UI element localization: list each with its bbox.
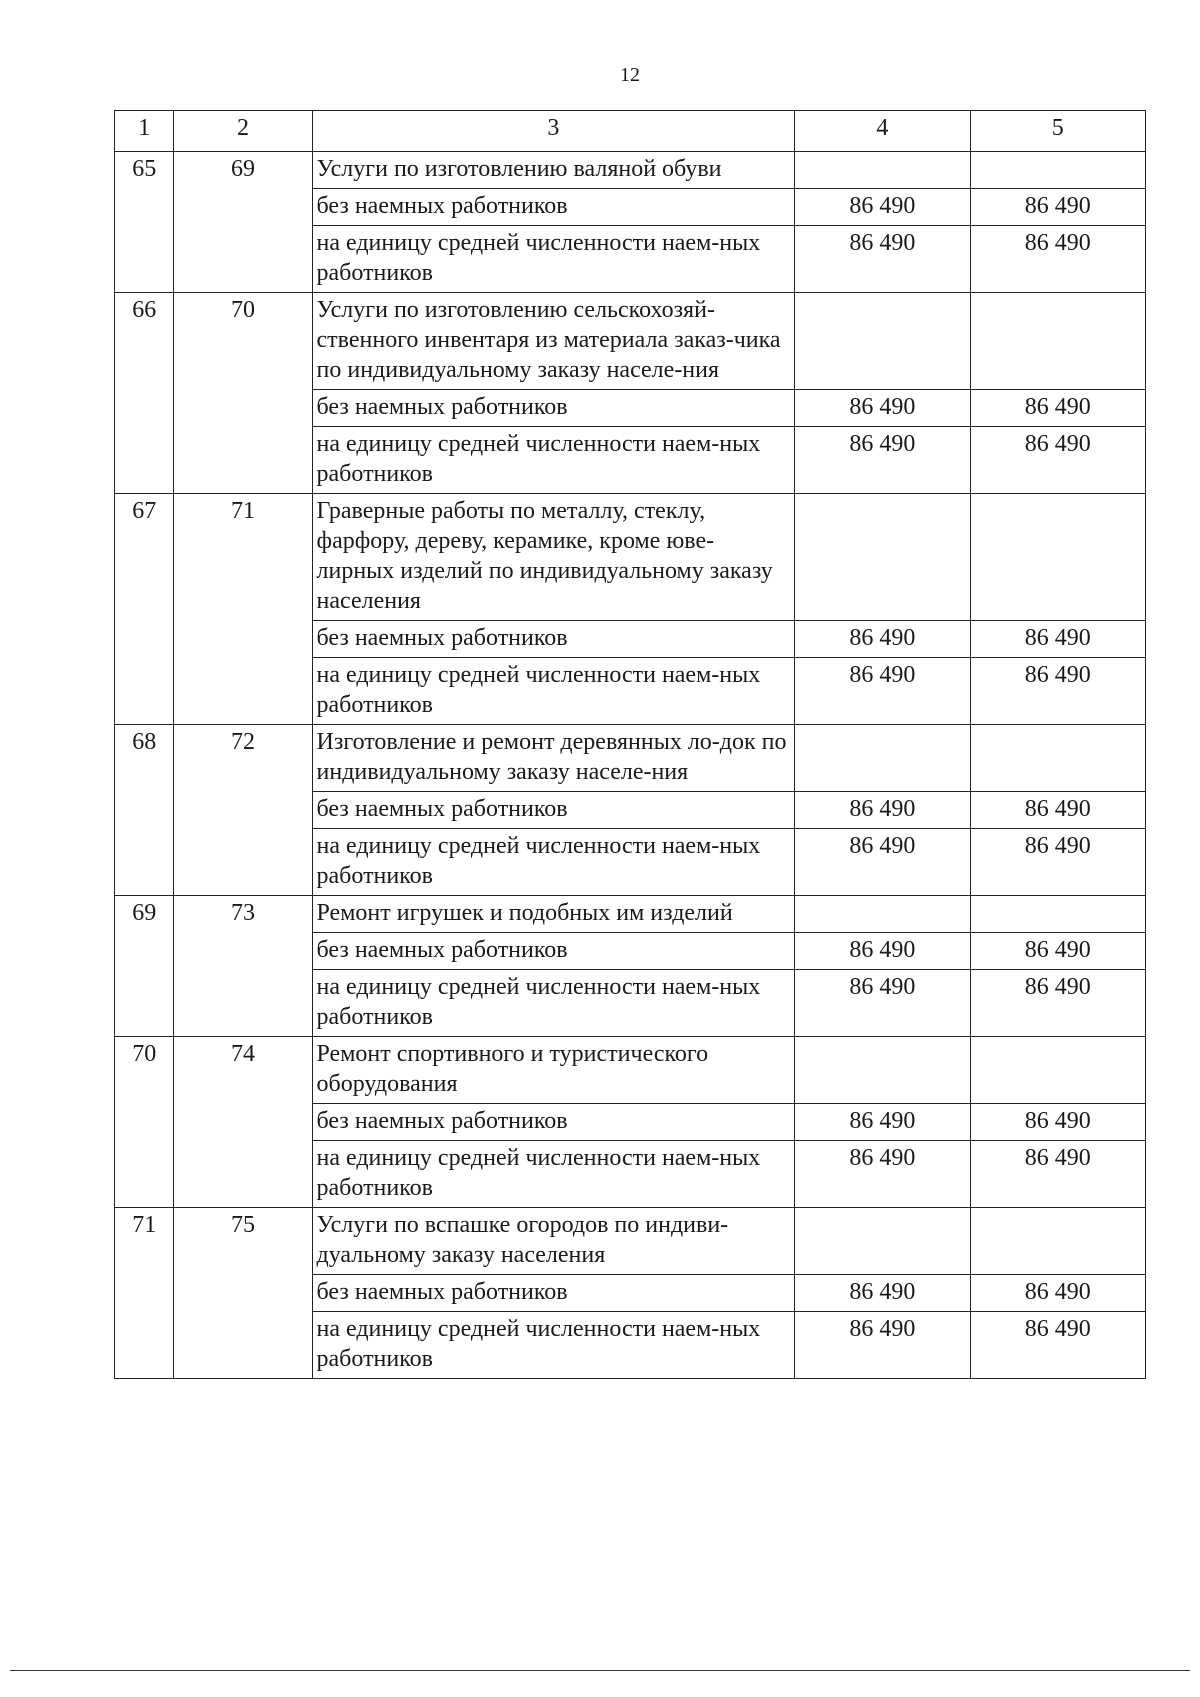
value-col-5-cell bbox=[970, 1208, 1145, 1275]
value-col-5-cell: 86 490 bbox=[970, 933, 1145, 970]
group-title-row bbox=[115, 152, 1146, 189]
service-title-cell: Ремонт спортивного и туристического оборудования bbox=[312, 1037, 795, 1104]
row-label-cell: на единицу средней численности наем-ных работников bbox=[312, 226, 795, 293]
value-col-4-cell bbox=[795, 896, 970, 933]
header-col-3: 3 bbox=[312, 111, 795, 152]
value-col-5-cell: 86 490 bbox=[970, 1141, 1145, 1208]
service-title-cell: Изготовление и ремонт деревянных ло-док по индивидуальному заказу населе-ния bbox=[312, 725, 795, 792]
row-number-cell: 65 bbox=[115, 152, 174, 293]
value-col-4-cell bbox=[795, 494, 970, 621]
group-title-row bbox=[115, 896, 1146, 933]
group-title-row bbox=[115, 1037, 1146, 1104]
header-col-4: 4 bbox=[795, 111, 970, 152]
page-number: 12 bbox=[620, 64, 640, 86]
value-col-4-cell: 86 490 bbox=[795, 226, 970, 293]
value-col-5-cell: 86 490 bbox=[970, 621, 1145, 658]
page-bottom-rule bbox=[10, 1670, 1190, 1671]
value-col-5-cell: 86 490 bbox=[970, 1312, 1145, 1379]
row-label-cell: без наемных работников bbox=[312, 1275, 795, 1312]
code-cell: 75 bbox=[174, 1208, 312, 1379]
row-label-cell: без наемных работников bbox=[312, 933, 795, 970]
row-number-cell: 70 bbox=[115, 1037, 174, 1208]
code-cell: 71 bbox=[174, 494, 312, 725]
row-label-cell: без наемных работников bbox=[312, 1104, 795, 1141]
row-number-cell: 71 bbox=[115, 1208, 174, 1379]
code-cell: 73 bbox=[174, 896, 312, 1037]
value-col-4-cell: 86 490 bbox=[795, 427, 970, 494]
row-label-cell: на единицу средней численности наем-ных работников bbox=[312, 829, 795, 896]
row-number-cell: 66 bbox=[115, 293, 174, 494]
row-number-cell: 69 bbox=[115, 896, 174, 1037]
header-col-5: 5 bbox=[970, 111, 1145, 152]
code-cell: 74 bbox=[174, 1037, 312, 1208]
value-col-5-cell bbox=[970, 494, 1145, 621]
value-col-4-cell bbox=[795, 152, 970, 189]
value-col-5-cell: 86 490 bbox=[970, 792, 1145, 829]
tariff-table-body bbox=[115, 111, 1146, 1379]
code-cell: 70 bbox=[174, 293, 312, 494]
tariff-table bbox=[114, 110, 1146, 1379]
value-col-5-cell: 86 490 bbox=[970, 390, 1145, 427]
group-title-row bbox=[115, 725, 1146, 792]
row-label-cell: на единицу средней численности наем-ных работников bbox=[312, 658, 795, 725]
value-col-4-cell: 86 490 bbox=[795, 1312, 970, 1379]
value-col-5-cell: 86 490 bbox=[970, 427, 1145, 494]
value-col-5-cell bbox=[970, 152, 1145, 189]
value-col-4-cell: 86 490 bbox=[795, 829, 970, 896]
code-cell: 72 bbox=[174, 725, 312, 896]
row-label-cell: без наемных работников bbox=[312, 189, 795, 226]
row-label-cell: на единицу средней численности наем-ных работников bbox=[312, 1141, 795, 1208]
service-title-cell: Услуги по изготовлению валяной обуви bbox=[312, 152, 795, 189]
row-label-cell: на единицу средней численности наем-ных работников bbox=[312, 1312, 795, 1379]
value-col-5-cell: 86 490 bbox=[970, 1275, 1145, 1312]
value-col-5-cell: 86 490 bbox=[970, 658, 1145, 725]
value-col-4-cell: 86 490 bbox=[795, 1275, 970, 1312]
code-cell: 69 bbox=[174, 152, 312, 293]
header-col-2: 2 bbox=[174, 111, 312, 152]
header-col-1: 1 bbox=[115, 111, 174, 152]
group-title-row bbox=[115, 1208, 1146, 1275]
value-col-5-cell bbox=[970, 725, 1145, 792]
value-col-4-cell: 86 490 bbox=[795, 189, 970, 226]
value-col-4-cell bbox=[795, 293, 970, 390]
value-col-4-cell: 86 490 bbox=[795, 970, 970, 1037]
value-col-4-cell bbox=[795, 725, 970, 792]
value-col-4-cell bbox=[795, 1208, 970, 1275]
value-col-4-cell: 86 490 bbox=[795, 1141, 970, 1208]
value-col-4-cell: 86 490 bbox=[795, 621, 970, 658]
value-col-4-cell: 86 490 bbox=[795, 1104, 970, 1141]
row-label-cell: без наемных работников bbox=[312, 390, 795, 427]
value-col-5-cell: 86 490 bbox=[970, 189, 1145, 226]
service-title-cell: Услуги по вспашке огородов по индиви-дуальному заказу населения bbox=[312, 1208, 795, 1275]
value-col-4-cell: 86 490 bbox=[795, 792, 970, 829]
service-title-cell: Ремонт игрушек и подобных им изделий bbox=[312, 896, 795, 933]
value-col-4-cell: 86 490 bbox=[795, 658, 970, 725]
value-col-5-cell bbox=[970, 1037, 1145, 1104]
value-col-5-cell bbox=[970, 896, 1145, 933]
value-col-4-cell bbox=[795, 1037, 970, 1104]
row-label-cell: без наемных работников bbox=[312, 792, 795, 829]
value-col-4-cell: 86 490 bbox=[795, 390, 970, 427]
value-col-5-cell: 86 490 bbox=[970, 1104, 1145, 1141]
value-col-4-cell: 86 490 bbox=[795, 933, 970, 970]
row-number-cell: 67 bbox=[115, 494, 174, 725]
group-title-row bbox=[115, 293, 1146, 390]
row-label-cell: на единицу средней численности наем-ных работников bbox=[312, 427, 795, 494]
value-col-5-cell bbox=[970, 293, 1145, 390]
row-label-cell: на единицу средней численности наем-ных работников bbox=[312, 970, 795, 1037]
value-col-5-cell: 86 490 bbox=[970, 829, 1145, 896]
service-title-cell: Граверные работы по металлу, стеклу, фарфору, дереву, керамике, кроме юве-лирных изделий по индивидуальному заказу населения bbox=[312, 494, 795, 621]
header-row bbox=[115, 111, 1146, 152]
row-number-cell: 68 bbox=[115, 725, 174, 896]
service-title-cell: Услуги по изготовлению сельскохозяй-ственного инвентаря из материала заказ-чика по индивидуальному заказу населе-ния bbox=[312, 293, 795, 390]
value-col-5-cell: 86 490 bbox=[970, 970, 1145, 1037]
value-col-5-cell: 86 490 bbox=[970, 226, 1145, 293]
group-title-row bbox=[115, 494, 1146, 621]
row-label-cell: без наемных работников bbox=[312, 621, 795, 658]
